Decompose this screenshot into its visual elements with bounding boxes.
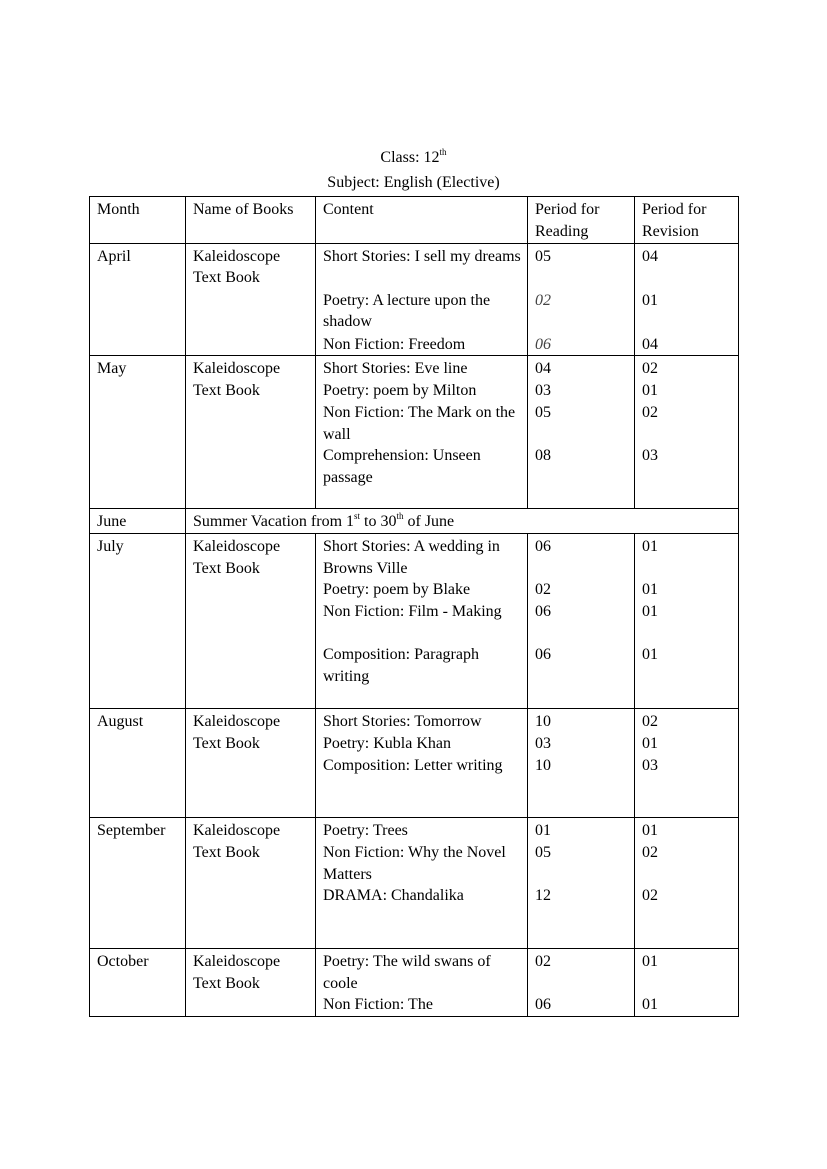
revision-value: 03 (642, 757, 658, 775)
reading-value: 04 (535, 360, 551, 378)
content-item: Short Stories: Eve line (323, 360, 468, 378)
vacation-cell (186, 509, 739, 534)
month-cell: October (90, 949, 186, 1017)
reading-value: 02 (535, 291, 551, 309)
revision-cell (635, 243, 739, 356)
vacation-text: Summer Vacation from 1 (193, 513, 355, 531)
content-item: Poetry: The wild swans of coole (323, 953, 491, 992)
revision-value: 04 (642, 247, 658, 265)
header-books: Name of Books (186, 197, 316, 244)
table-row (90, 356, 739, 509)
reading-value: 10 (535, 757, 551, 775)
content-item: Poetry: poem by Blake (323, 581, 471, 599)
revision-value: 01 (642, 538, 658, 556)
vacation-sup: th (396, 511, 404, 522)
content-item: Non Fiction: Film - Making (323, 603, 502, 621)
reading-value: 03 (535, 735, 551, 753)
reading-cell (528, 949, 635, 1017)
class-sup: th (439, 147, 447, 157)
month-cell: April (90, 243, 186, 356)
revision-value: 02 (642, 844, 658, 862)
content-cell (316, 356, 528, 509)
vacation-text: of June (403, 513, 455, 531)
book-cell: Kaleidoscope Text Book (186, 709, 316, 818)
revision-cell (635, 818, 739, 949)
reading-value: 06 (535, 603, 551, 621)
vacation-sup: st (354, 511, 361, 522)
subject-heading: Subject: English (Elective) (327, 174, 500, 191)
book-cell: Kaleidoscope Text Book (186, 243, 316, 356)
content-item: Poetry: A lecture upon the shadow (323, 291, 491, 331)
content-item: Non Fiction: The Mark on the wall (323, 404, 516, 444)
header-reading: Period for Reading (528, 197, 635, 244)
revision-value: 02 (642, 404, 658, 422)
reading-value: 06 (535, 646, 551, 664)
revision-cell (635, 949, 739, 1017)
reading-value: 05 (535, 404, 551, 422)
reading-value: 06 (535, 996, 551, 1014)
revision-value: 03 (642, 447, 658, 465)
revision-value: 01 (642, 996, 658, 1014)
reading-value: 05 (535, 247, 551, 265)
vacation-text: to 30 (360, 513, 397, 531)
month-cell: August (90, 709, 186, 818)
reading-cell (528, 534, 635, 709)
reading-value: 02 (535, 953, 551, 971)
class-heading (0, 148, 827, 168)
table-row (90, 509, 739, 534)
revision-value: 02 (642, 360, 658, 378)
reading-cell (528, 243, 635, 356)
content-cell (316, 534, 528, 709)
month-cell: July (90, 534, 186, 709)
header-revision: Period for Revision (635, 197, 739, 244)
book-cell: Kaleidoscope Text Book (186, 949, 316, 1017)
revision-value: 01 (642, 581, 658, 599)
table-row (90, 818, 739, 949)
content-item: Short Stories: Tomorrow (323, 713, 482, 731)
reading-value: 12 (535, 887, 551, 905)
revision-cell (635, 534, 739, 709)
table-row (90, 949, 739, 1017)
table-row (90, 709, 739, 818)
content-item: Short Stories: A wedding in Browns Ville (323, 538, 500, 577)
content-cell (316, 818, 528, 949)
revision-value: 01 (642, 822, 658, 840)
content-item: Poetry: poem by Milton (323, 382, 477, 400)
revision-value: 01 (642, 603, 658, 621)
content-item: Short Stories: I sell my dreams (323, 247, 521, 265)
revision-value: 02 (642, 887, 658, 905)
revision-value: 01 (642, 735, 658, 753)
content-item: Non Fiction: The (323, 996, 433, 1014)
header-row (90, 197, 739, 244)
month-cell: May (90, 356, 186, 509)
content-item: Poetry: Trees (323, 822, 408, 840)
table-row (90, 243, 739, 356)
reading-cell (528, 709, 635, 818)
reading-value: 06 (535, 538, 551, 556)
month-cell: June (90, 509, 186, 534)
book-cell: Kaleidoscope Text Book (186, 818, 316, 949)
reading-value: 02 (535, 581, 551, 599)
header-month: Month (90, 197, 186, 244)
syllabus-table (89, 196, 739, 1017)
content-cell (316, 949, 528, 1017)
revision-value: 01 (642, 646, 658, 664)
reading-value: 10 (535, 713, 551, 731)
header-content: Content (316, 197, 528, 244)
reading-value: 06 (535, 335, 551, 353)
table-row (90, 534, 739, 709)
content-item: DRAMA: Chandalika (323, 887, 464, 905)
reading-value: 03 (535, 382, 551, 400)
revision-cell (635, 356, 739, 509)
content-item: Composition: Letter writing (323, 757, 503, 775)
revision-value: 01 (642, 953, 658, 971)
revision-value: 01 (642, 291, 658, 309)
reading-value: 08 (535, 447, 551, 465)
class-label: Class: 12 (380, 149, 440, 166)
content-item: Non Fiction: Why the Novel Matters (323, 844, 506, 883)
content-item: Non Fiction: Freedom (323, 335, 466, 353)
content-cell (316, 709, 528, 818)
month-cell: September (90, 818, 186, 949)
content-item: Comprehension: Unseen passage (323, 447, 481, 487)
revision-cell (635, 709, 739, 818)
reading-value: 05 (535, 844, 551, 862)
revision-value: 04 (642, 335, 658, 353)
book-cell: Kaleidoscope Text Book (186, 534, 316, 709)
content-cell (316, 243, 528, 356)
content-item: Poetry: Kubla Khan (323, 735, 451, 753)
reading-value: 01 (535, 822, 551, 840)
revision-value: 02 (642, 713, 658, 731)
book-cell: Kaleidoscope Text Book (186, 356, 316, 509)
reading-cell (528, 818, 635, 949)
reading-cell (528, 356, 635, 509)
revision-value: 01 (642, 382, 658, 400)
content-item: Composition: Paragraph writing (323, 646, 479, 685)
